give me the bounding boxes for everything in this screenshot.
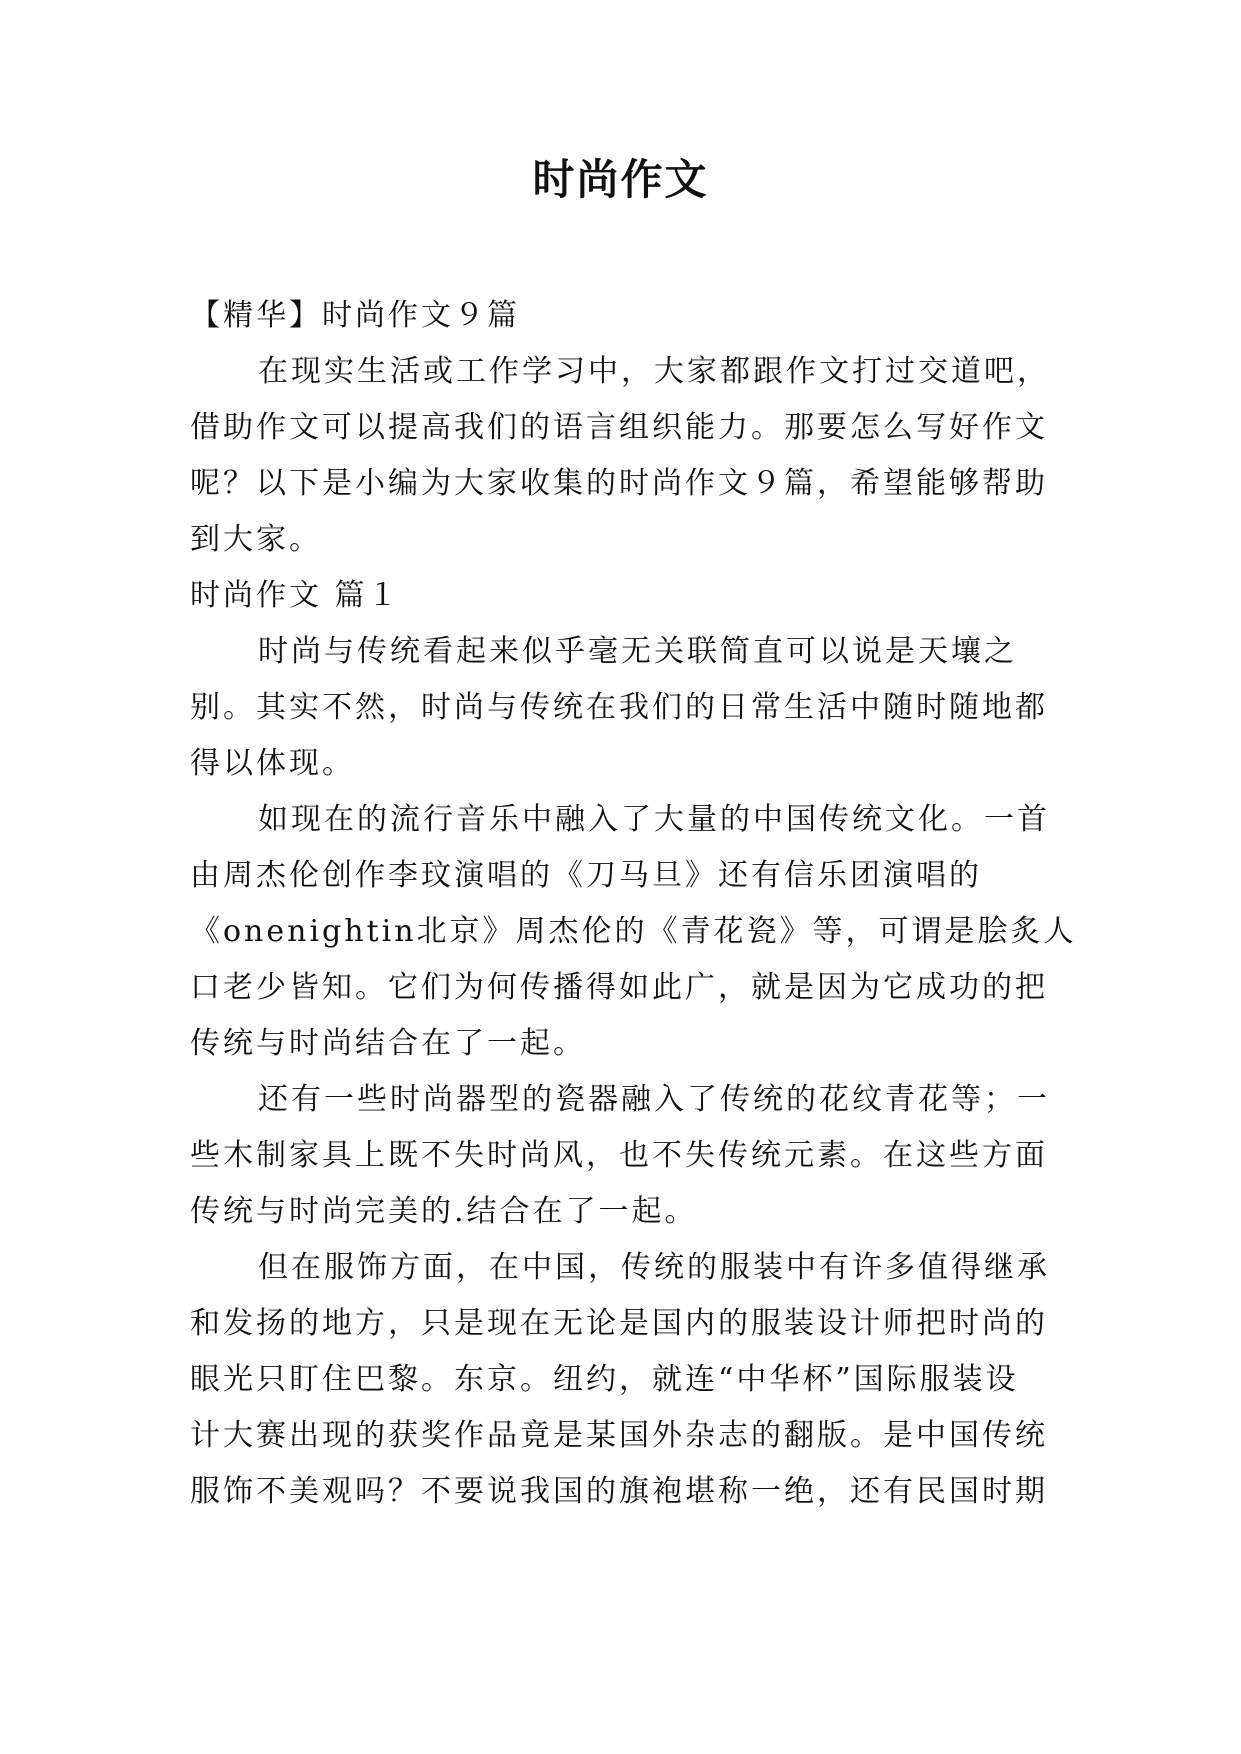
text-line: 计大赛出现的获奖作品竟是某国外杂志的翻版。是中国传统 [190, 1418, 1048, 1453]
text-line: 由周杰伦创作李玟演唱的《刀马旦》还有信乐团演唱的 [190, 858, 982, 893]
text-line: 传统与时尚完美的.结合在了一起。 [190, 1194, 698, 1229]
text-line: 服饰不美观吗？不要说我国的旗袍堪称一绝，还有民国时期 [190, 1474, 1048, 1509]
section-heading: 时尚作文 篇１ [190, 578, 401, 613]
text-line: 口老少皆知。它们为何传播得如此广，就是因为它成功的把 [190, 970, 1048, 1005]
text-line: 在现实生活或工作学习中，大家都跟作文打过交道吧， [258, 354, 1050, 389]
document-subtitle: 【精华】时尚作文９篇 [190, 298, 520, 333]
text-line: 眼光只盯住巴黎。东京。纽约，就连“中华杯”国际服装设 [190, 1362, 1019, 1397]
text-line: 但在服饰方面，在中国，传统的服装中有许多值得继承 [258, 1250, 1050, 1285]
document-body [190, 288, 1077, 1520]
text-line: 还有一些时尚器型的瓷器融入了传统的花纹青花等；一 [258, 1082, 1050, 1117]
text-line: 到大家。 [190, 522, 322, 557]
text-line: 得以体现。 [190, 746, 355, 781]
text-line: 传统与时尚结合在了一起。 [190, 1026, 586, 1061]
text-line: 些木制家具上既不失时尚风，也不失传统元素。在这些方面 [190, 1138, 1048, 1173]
text-line: 《onenightin北京》周杰伦的《青花瓷》等，可谓是脍炙人 [190, 914, 1077, 949]
text-line: 借助作文可以提高我们的语言组织能力。那要怎么写好作文 [190, 410, 1048, 445]
text-line: 如现在的流行音乐中融入了大量的中国传统文化。一首 [258, 802, 1050, 837]
text-line: 别。其实不然，时尚与传统在我们的日常生活中随时随地都 [190, 690, 1048, 725]
text-line: 时尚与传统看起来似乎毫无关联简直可以说是天壤之 [258, 634, 1017, 669]
document-title: 时尚作文 [532, 155, 709, 204]
text-line: 和发扬的地方，只是现在无论是国内的服装设计师把时尚的 [190, 1306, 1048, 1341]
text-line: 呢？以下是小编为大家收集的时尚作文９篇，希望能够帮助 [190, 466, 1048, 501]
